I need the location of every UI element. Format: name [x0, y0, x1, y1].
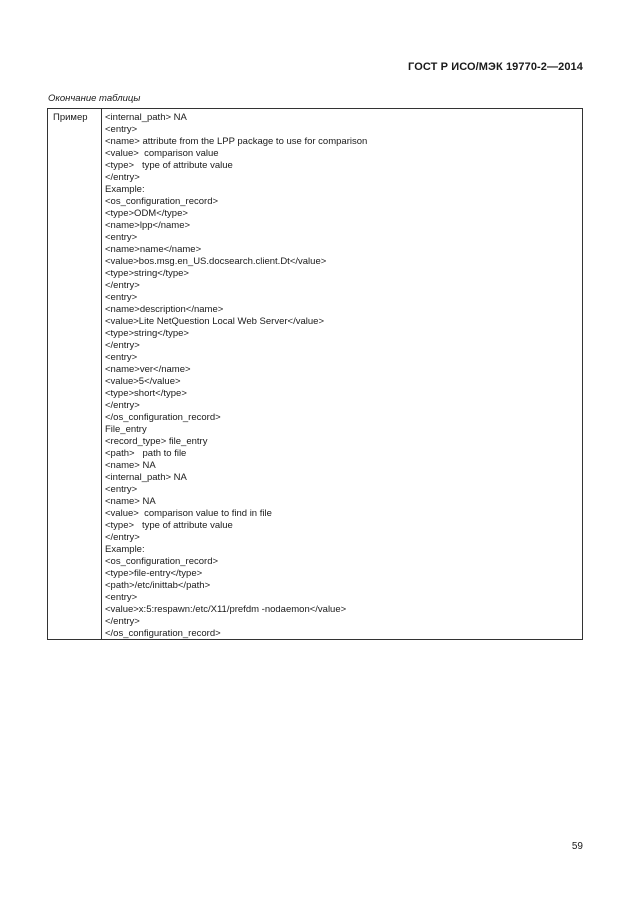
code-line: <record_type> file_entry — [105, 436, 208, 447]
code-line: <entry> — [105, 124, 138, 135]
code-line: <value> comparison value to find in file — [105, 508, 272, 519]
code-line: <internal_path> NA — [105, 112, 187, 123]
example-table — [47, 108, 583, 640]
code-line: <path> path to file — [105, 448, 187, 459]
code-line: <path>/etc/inittab</path> — [105, 580, 211, 591]
code-line: <value>5</value> — [105, 376, 181, 387]
code-line: <os_configuration_record> — [105, 556, 219, 567]
code-line: <value> comparison value — [105, 148, 219, 159]
code-line: <type>file-entry</type> — [105, 568, 203, 579]
code-line: <type> type of attribute value — [105, 160, 233, 171]
code-line: <os_configuration_record> — [105, 196, 219, 207]
code-line: <name> NA — [105, 496, 156, 507]
table-caption: Окончание таблицы — [48, 93, 141, 104]
code-line: </entry> — [105, 172, 140, 183]
code-line: </os_configuration_record> — [105, 412, 221, 423]
code-line: </entry> — [105, 340, 140, 351]
code-line: </entry> — [105, 616, 140, 627]
code-line: </entry> — [105, 400, 140, 411]
code-line: <entry> — [105, 484, 138, 495]
code-line: <entry> — [105, 292, 138, 303]
code-line: <entry> — [105, 592, 138, 603]
code-line: <name>name</name> — [105, 244, 202, 255]
code-line: <name>lpp</name> — [105, 220, 191, 231]
code-line: <entry> — [105, 232, 138, 243]
code-line: <type>short</type> — [105, 388, 187, 399]
code-line: File_entry — [105, 424, 147, 435]
code-line: </os_configuration_record> — [105, 628, 221, 639]
document-standard-header: ГОСТ Р ИСО/МЭК 19770-2—2014 — [408, 61, 583, 73]
code-line: <name> NA — [105, 460, 156, 471]
code-line: Example: — [105, 184, 145, 195]
code-line: <name>description</name> — [105, 304, 224, 315]
code-line: <entry> — [105, 352, 138, 363]
table-content-cell — [102, 109, 582, 639]
page-number: 59 — [571, 841, 583, 852]
code-line: <type> type of attribute value — [105, 520, 233, 531]
code-line: <value>bos.msg.en_US.docsearch.client.Dt</value> — [105, 256, 327, 267]
code-line: <type>ODM</type> — [105, 208, 188, 219]
code-line: </entry> — [105, 532, 140, 543]
code-line: <type>string</type> — [105, 268, 189, 279]
code-line: <name> attribute from the LPP package to use for comparison — [105, 136, 368, 147]
code-line: <value>Lite NetQuestion Local Web Server</value> — [105, 316, 324, 327]
table-label-cell: Пример — [48, 109, 102, 639]
code-line: <type>string</type> — [105, 328, 189, 339]
code-line: </entry> — [105, 280, 140, 291]
code-line: <internal_path> NA — [105, 472, 187, 483]
code-line: <name>ver</name> — [105, 364, 191, 375]
code-line: Example: — [105, 544, 145, 555]
code-line: <value>x:5:respawn:/etc/X11/prefdm -nodaemon</value> — [105, 604, 347, 615]
